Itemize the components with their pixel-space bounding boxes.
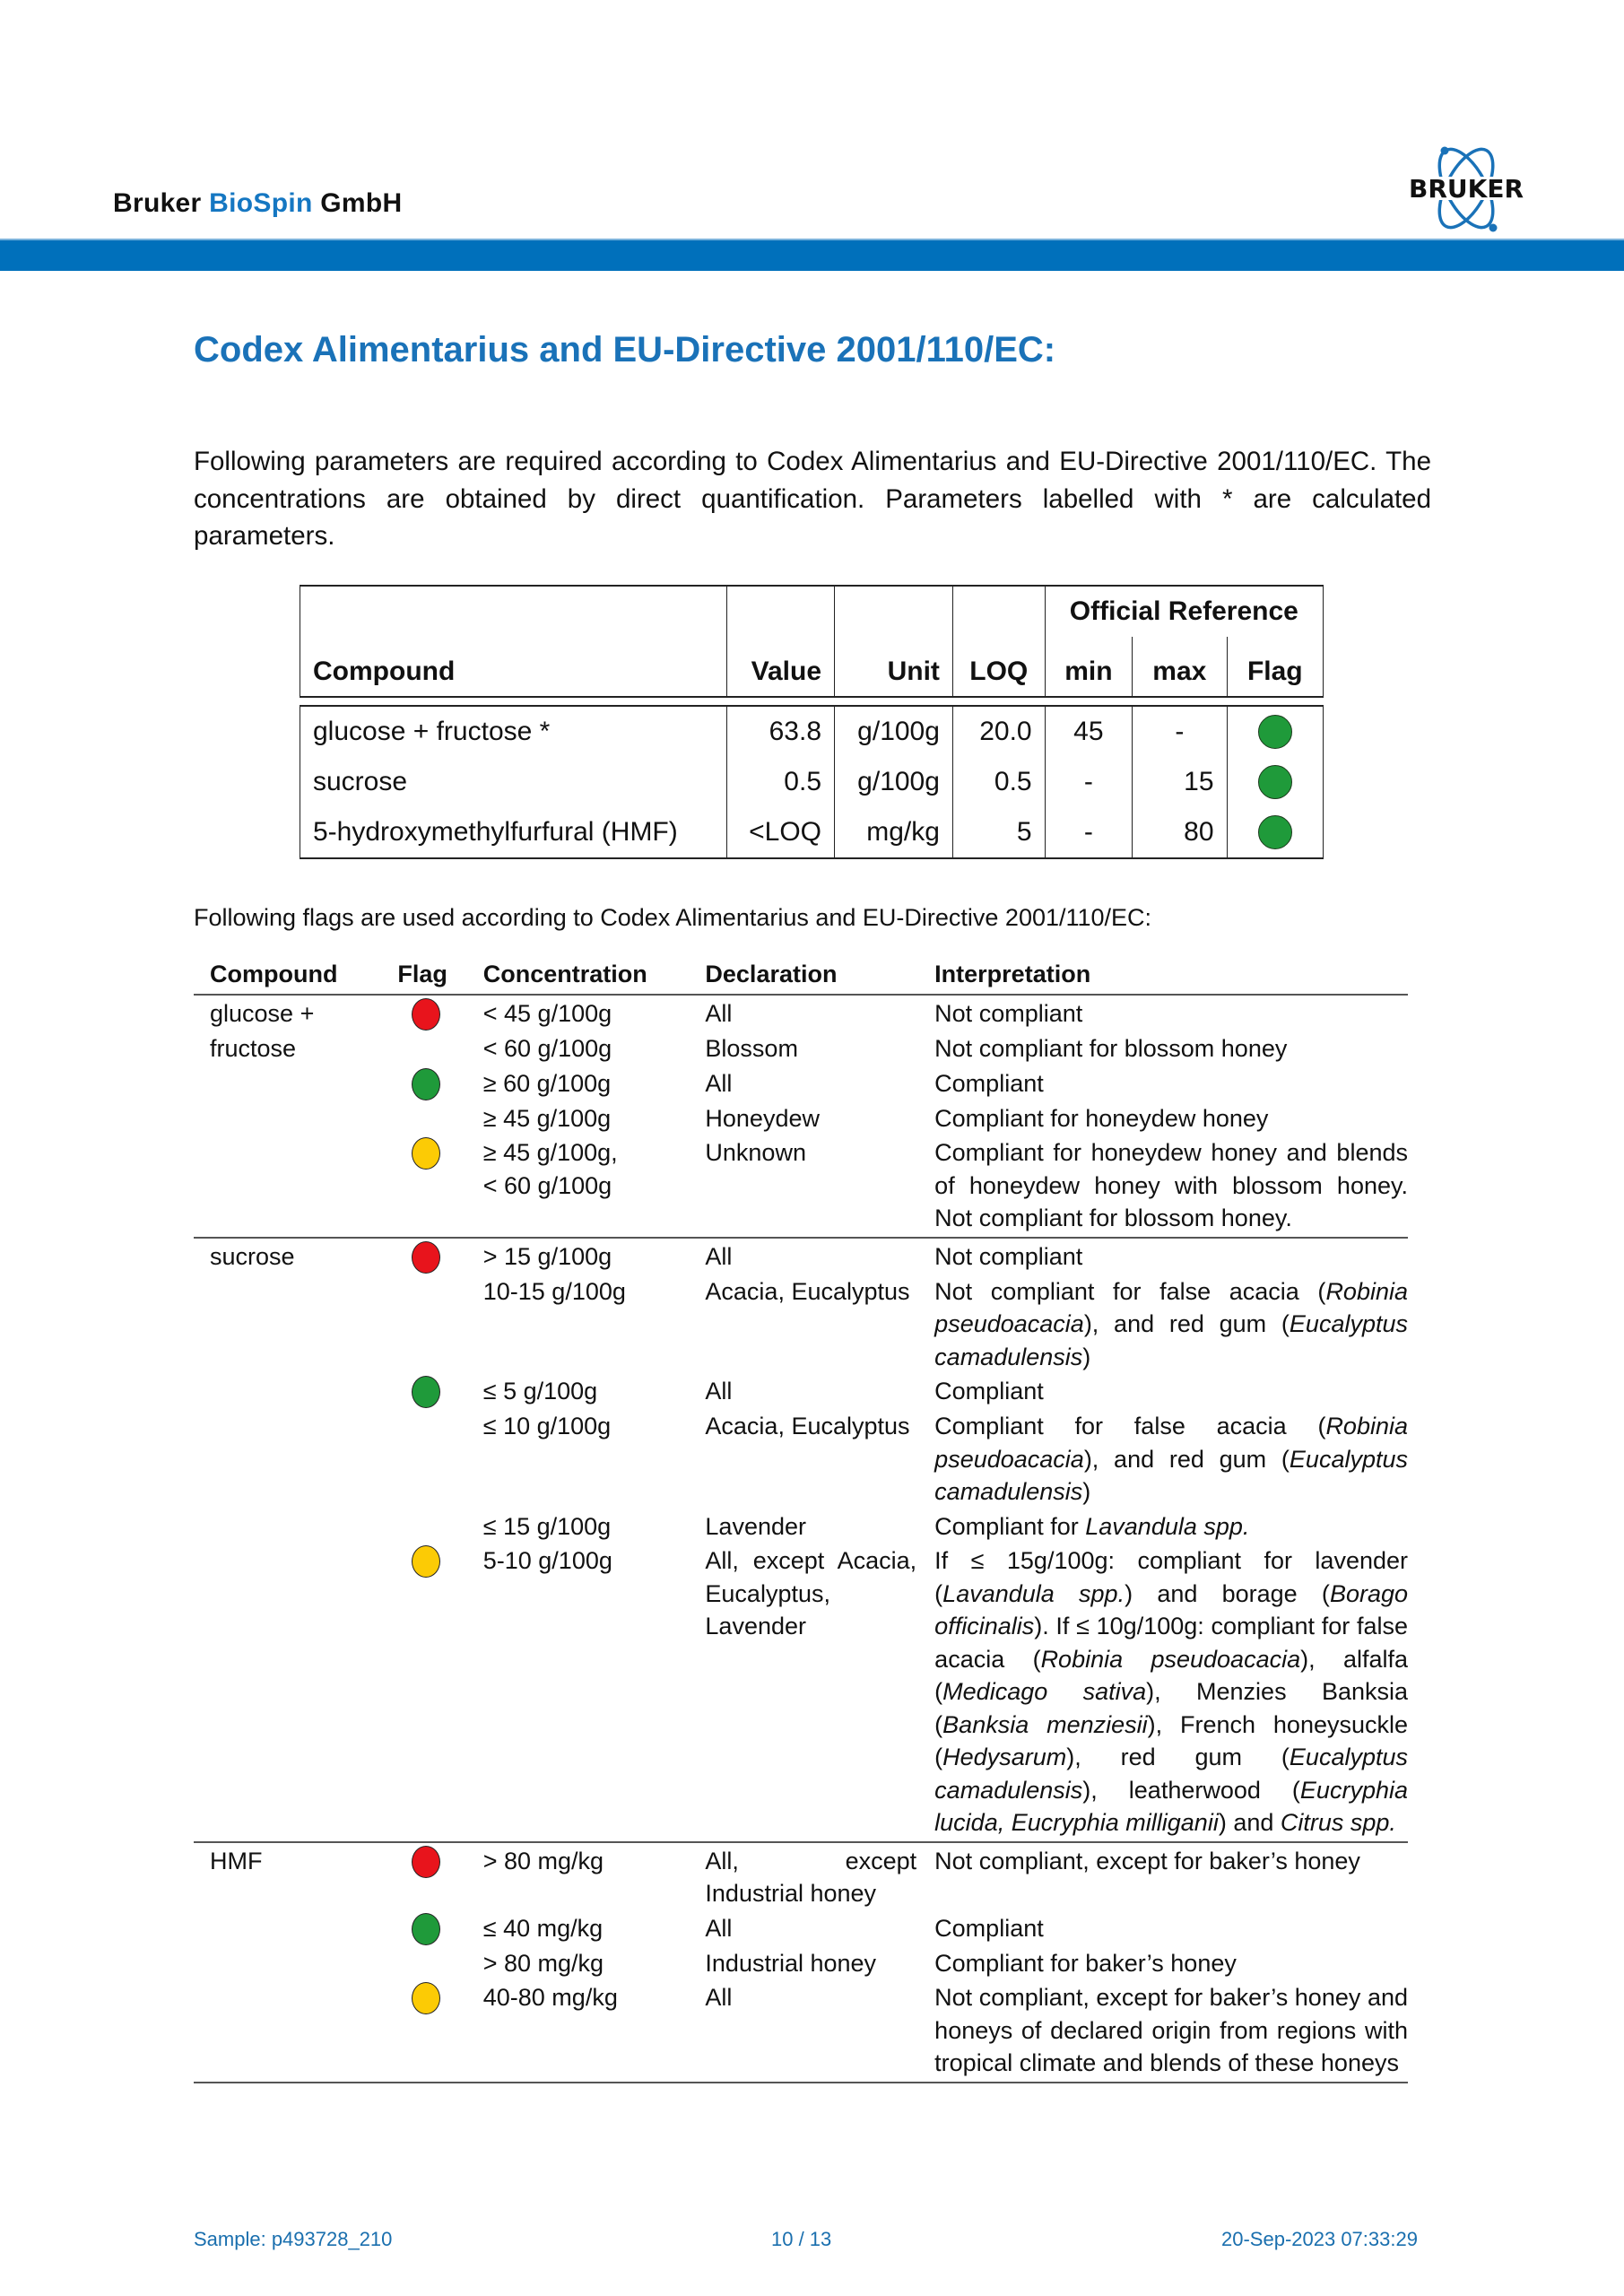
flag-rule-row: [194, 1945, 1408, 1980]
declaration-cell: Industrial honey: [705, 1949, 877, 1977]
declaration-cell: All, except Industrial honey: [705, 1847, 917, 1907]
flag-rule-row: [194, 1065, 1408, 1100]
flags-col-concentration: Concentration: [483, 949, 706, 995]
interpretation-text: Compliant for false acacia (: [934, 1413, 1326, 1439]
page-header: [0, 0, 1624, 271]
unit-cell: g/100g: [835, 706, 953, 757]
footer-datetime: 20-Sep-2023 07:33:29: [1221, 2228, 1418, 2250]
results-row: [300, 807, 1324, 858]
max-cell: 15: [1133, 757, 1227, 807]
concentration-cell: < 45 g/100g: [482, 1000, 612, 1027]
results-row: [300, 706, 1324, 757]
interpretation-text: ): [1082, 1478, 1091, 1505]
flag-compound-cell: sucrose: [210, 1242, 295, 1270]
value-cell: 63.8: [727, 706, 835, 757]
col-header-value: Value: [727, 637, 835, 697]
interpretation-cell: [934, 1274, 1408, 1374]
flags-col-declaration: Declaration: [705, 949, 934, 995]
flag-rule-row: [194, 1373, 1408, 1408]
col-header-min: min: [1045, 637, 1133, 697]
company-name: [113, 188, 402, 219]
concentration-cell: ≤ 10 g/100g: [482, 1413, 612, 1439]
declaration-cell: All: [705, 1242, 733, 1270]
yellow-flag-icon: [412, 1982, 440, 2014]
compound-cell: sucrose: [300, 757, 727, 807]
red-flag-icon: [412, 998, 440, 1031]
interpretation-text: ). If ≤ 10g/100g: compliant for false acacia (: [934, 1613, 1408, 1673]
footer-sample: Sample: p493728_210: [194, 2228, 393, 2250]
species-name: Eucalyptus camadulensis: [934, 1744, 1408, 1804]
interpretation-text: ), and red gum (: [1083, 1310, 1290, 1337]
results-table: [300, 585, 1324, 859]
loq-cell: 5: [952, 807, 1045, 858]
flag-rule-row: [194, 1135, 1408, 1238]
concentration-cell: ≤ 5 g/100g: [482, 1378, 598, 1405]
declaration-cell: Unknown: [705, 1135, 934, 1238]
interpretation-cell: [934, 1408, 1408, 1509]
header-bar: [0, 240, 1624, 271]
concentration-cell: ≥ 60 g/100g: [482, 1069, 612, 1097]
yellow-flag-icon: [412, 1545, 440, 1578]
species-name: Eucalyptus camadulensis: [934, 1310, 1408, 1370]
concentration-cell: 40-80 mg/kg: [483, 1979, 706, 2083]
interpretation-cell: [934, 1543, 1408, 1842]
declaration-cell: All: [705, 1000, 733, 1027]
interpretation-cell: Not compliant, except for baker’s honey: [934, 1847, 1360, 1874]
flags-intro: Following flags are used according to Codex Alimentarius and EU-Directive 2001/110/EC:: [194, 904, 1152, 931]
interpretation-text: Not compliant for false acacia (: [934, 1277, 1326, 1305]
interpretation-text: ) and: [1218, 1809, 1281, 1836]
concentration-cell: ≤ 40 mg/kg: [482, 1914, 604, 1942]
company-name-gmbh: GmbH: [320, 188, 403, 218]
interpretation-cell: Compliant for honeydew honey and blends of honeydew honey with blossom honey. Not compliant for blossom honey.: [934, 1135, 1408, 1238]
concentration-cell: 10-15 g/100g: [482, 1277, 626, 1305]
interpretation-text: ), Menzies Banksia (: [934, 1678, 1408, 1738]
flag-compound-cell: HMF: [210, 1847, 263, 1874]
species-name: Robinia pseudoacacia: [1040, 1645, 1301, 1673]
compound-cell: glucose + fructose *: [300, 706, 727, 757]
concentration-cell: < 60 g/100g: [482, 1035, 612, 1062]
declaration-cell: Acacia, Eucalyptus: [705, 1413, 910, 1439]
species-name: Robinia pseudoacacia: [934, 1277, 1408, 1337]
concentration-cell: > 80 mg/kg: [482, 1847, 604, 1874]
interpretation-text: ) and borage (: [1125, 1579, 1330, 1607]
declaration-cell: All: [705, 1914, 733, 1942]
company-name-biospin: BioSpin: [209, 188, 313, 218]
interpretation-text: ), red gum (: [1066, 1744, 1290, 1770]
green-flag-icon: [1258, 815, 1292, 849]
min-cell: 45: [1045, 706, 1133, 757]
compound-cell: 5-hydroxymethylfurfural (HMF): [300, 807, 727, 858]
flag-rule-row: [194, 1543, 1408, 1842]
interpretation-text: If ≤ 15g/100g: compliant for lavender (: [934, 1547, 1408, 1607]
flag-rule-row: [194, 1842, 1408, 1910]
declaration-cell: All: [705, 1378, 733, 1405]
declaration-cell: All, except Acacia, Eucalyptus, Lavender: [705, 1547, 917, 1639]
flags-col-interpretation: Interpretation: [934, 949, 1408, 995]
green-flag-icon: [412, 1913, 440, 1945]
flag-compound-cell: fructose: [210, 1035, 297, 1062]
flag-rule-row: [194, 1031, 1408, 1065]
flag-rule-row: [194, 995, 1408, 1031]
declaration-cell: All: [705, 1069, 733, 1097]
concentration-cell: > 15 g/100g: [482, 1242, 612, 1270]
interpretation-cell: Compliant for honeydew honey: [934, 1104, 1269, 1132]
min-cell: -: [1045, 757, 1133, 807]
loq-cell: 0.5: [952, 757, 1045, 807]
flag-rule-row: [194, 1509, 1408, 1544]
interpretation-cell: Compliant: [934, 1378, 1044, 1405]
flag-rule-row: [194, 1100, 1408, 1135]
unit-cell: mg/kg: [835, 807, 953, 858]
loq-cell: 20.0: [952, 706, 1045, 757]
green-flag-icon: [1258, 765, 1292, 799]
concentration-cell: ≥ 45 g/100g, < 60 g/100g: [483, 1135, 706, 1238]
flag-compound-cell: glucose +: [210, 1000, 315, 1027]
interpretation-text: ), alfalfa (: [934, 1645, 1408, 1705]
declaration-cell: Acacia, Eucalyptus: [705, 1277, 910, 1305]
species-name: Citrus spp.: [1280, 1809, 1396, 1836]
company-name-bruker: Bruker: [113, 188, 202, 218]
section-title: Codex Alimentarius and EU-Directive 2001/110/EC:: [194, 330, 1056, 370]
interpretation-cell: Not compliant: [934, 1242, 1083, 1270]
declaration-cell: Lavender: [705, 1512, 806, 1540]
interpretation-cell: Compliant for baker’s honey: [934, 1949, 1237, 1977]
flag-rule-row: [194, 1274, 1408, 1374]
species-name: Robinia pseudoacacia: [934, 1413, 1408, 1473]
col-header-unit: Unit: [835, 637, 953, 697]
species-name: Medicago sativa: [942, 1678, 1147, 1705]
declaration-cell: Blossom: [705, 1035, 798, 1062]
flags-table: [194, 949, 1408, 2083]
interpretation-text: ), leatherwood (: [1082, 1776, 1300, 1804]
max-cell: 80: [1133, 807, 1227, 858]
red-flag-icon: [412, 1241, 440, 1274]
flag-rule-row: [194, 1238, 1408, 1274]
interpretation-text: ), and red gum (: [1083, 1445, 1290, 1473]
col-header-loq: LOQ: [952, 637, 1045, 697]
interpretation-cell: Not compliant: [934, 1000, 1083, 1027]
flags-col-compound: Compound: [194, 949, 397, 995]
interpretation-text: Compliant for: [934, 1512, 1086, 1540]
interpretation-cell: Compliant: [934, 1069, 1044, 1097]
flag-rule-row: [194, 1979, 1408, 2083]
concentration-cell: ≥ 45 g/100g: [482, 1104, 612, 1132]
species-name: Eucryphia lucida, Eucryphia milliganii: [934, 1776, 1408, 1836]
intro-paragraph: Following parameters are required according to Codex Alimentarius and EU-Directive 2001/110/EC. The concentrations are obtained by direct quantification. Parameters labelled with * are calculated parameters.: [194, 447, 1431, 551]
species-name: Banksia menziesii: [942, 1710, 1148, 1738]
green-flag-icon: [1258, 715, 1292, 749]
species-name: Lavandula spp.: [942, 1579, 1125, 1607]
flag-rule-row: [194, 1910, 1408, 1945]
interpretation-cell: Not compliant for blossom honey: [934, 1035, 1288, 1062]
min-cell: -: [1045, 807, 1133, 858]
value-cell: 0.5: [727, 757, 835, 807]
red-flag-icon: [412, 1846, 440, 1878]
species-name: Eucalyptus camadulensis: [934, 1445, 1408, 1505]
concentration-cell: ≤ 15 g/100g: [482, 1512, 612, 1540]
logo-text: BRUKER: [1408, 174, 1524, 204]
interpretation-cell: [934, 1509, 1408, 1544]
footer-page-number: 10 / 13: [771, 2228, 832, 2250]
official-reference-header: Official Reference: [1045, 586, 1323, 637]
interpretation-text: ): [1082, 1343, 1091, 1370]
col-header-max: max: [1133, 637, 1227, 697]
green-flag-icon: [412, 1068, 440, 1100]
interpretation-text: ), French honeysuckle (: [934, 1710, 1409, 1770]
max-cell: -: [1133, 706, 1227, 757]
declaration-cell: All: [705, 1979, 934, 2083]
species-name: Lavandula spp.: [1085, 1512, 1250, 1540]
col-header-compound: Compound: [300, 637, 727, 697]
concentration-cell: 5-10 g/100g: [483, 1543, 706, 1842]
species-name: Borago officinalis: [934, 1579, 1409, 1639]
unit-cell: g/100g: [835, 757, 953, 807]
col-header-flag: Flag: [1227, 637, 1323, 697]
yellow-flag-icon: [412, 1137, 440, 1170]
flag-rule-row: [194, 1408, 1408, 1509]
species-name: Hedysarum: [942, 1744, 1067, 1770]
green-flag-icon: [412, 1376, 440, 1408]
results-row: [300, 757, 1324, 807]
concentration-cell: > 80 mg/kg: [482, 1949, 604, 1977]
interpretation-cell: Compliant: [934, 1914, 1044, 1942]
value-cell: <LOQ: [727, 807, 835, 858]
declaration-cell: Honeydew: [705, 1104, 820, 1132]
bruker-logo-icon: [1385, 144, 1547, 233]
interpretation-cell: Not compliant, except for baker’s honey and honeys of declared origin from regions with tropical climate and blends of these honeys: [934, 1979, 1408, 2083]
flags-col-flag: Flag: [397, 949, 482, 995]
